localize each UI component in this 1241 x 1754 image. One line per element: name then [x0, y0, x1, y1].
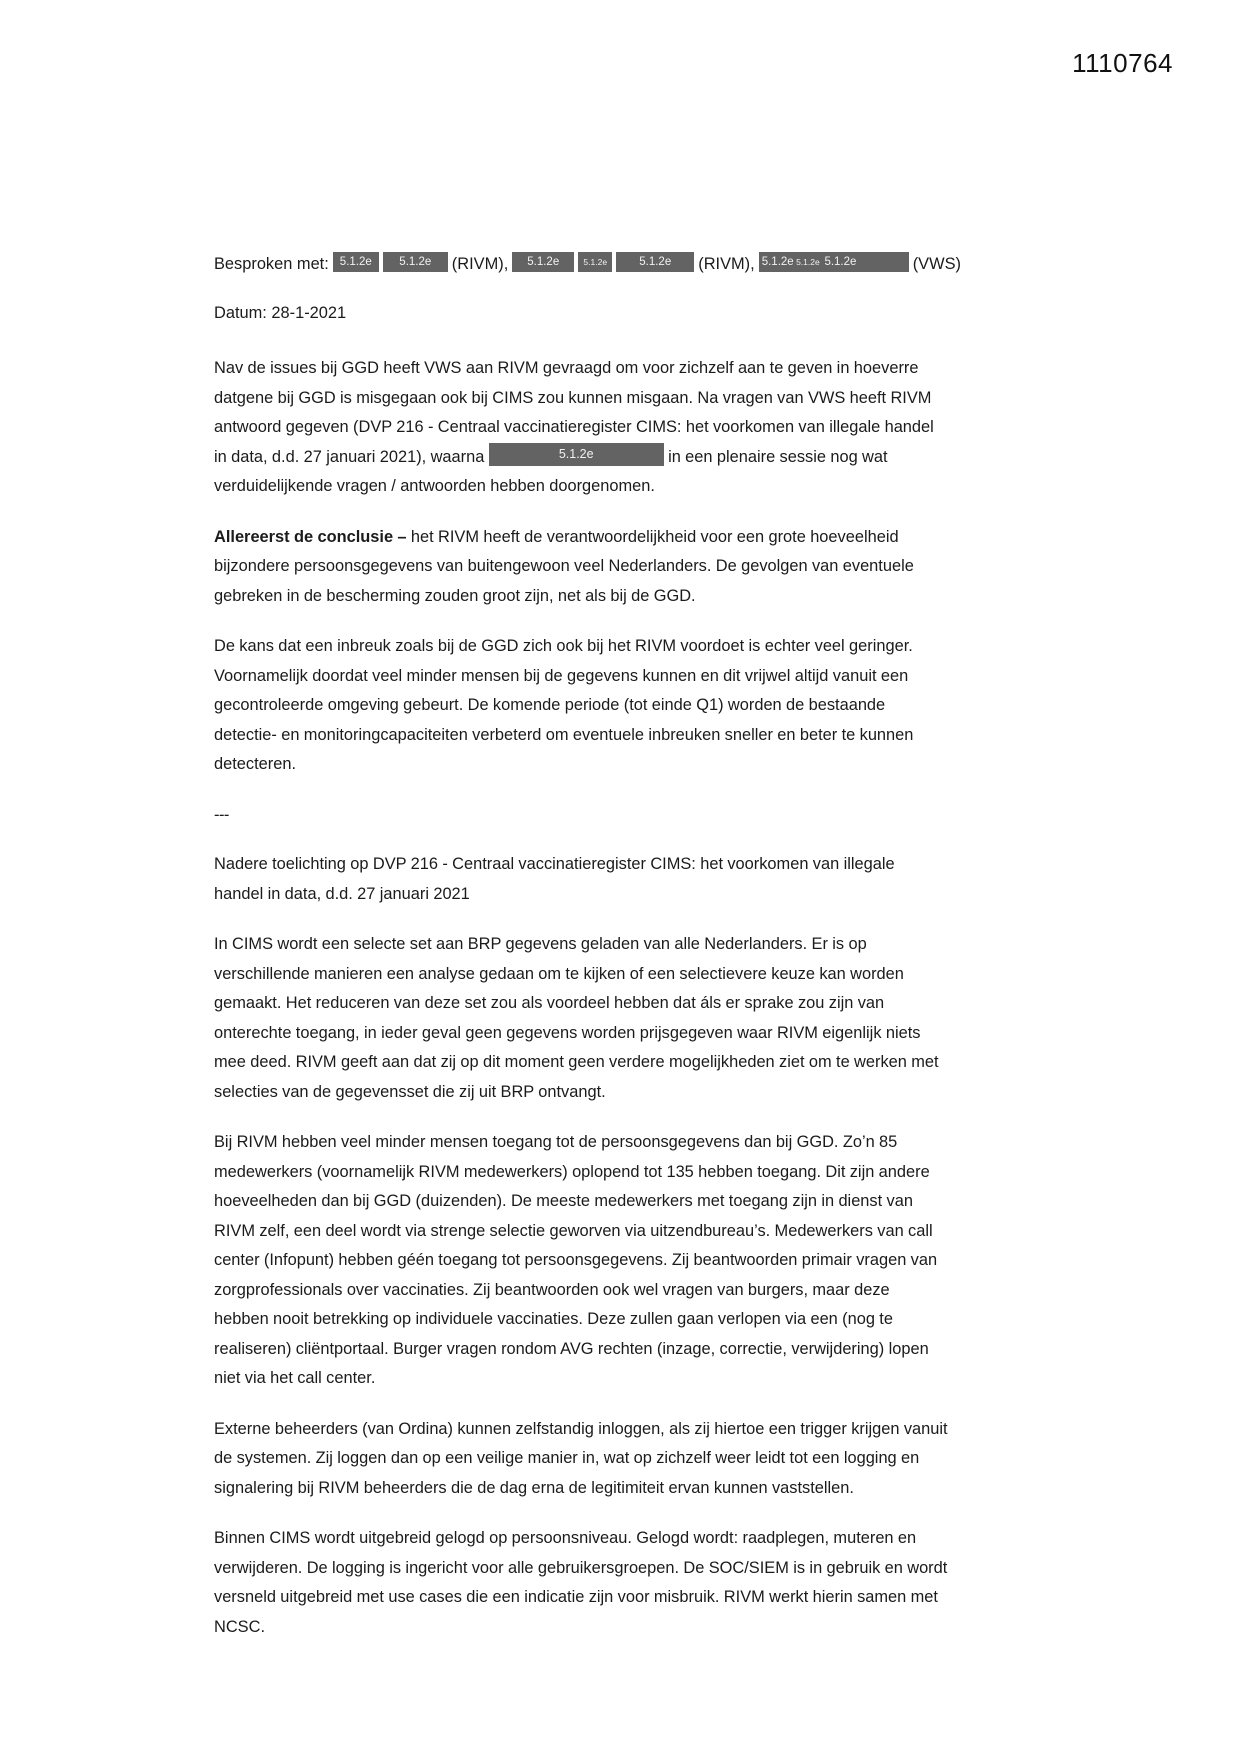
org-label-vws: (VWS): [912, 255, 961, 273]
redaction-box-6: [759, 252, 909, 272]
redaction-segment-6c: 5.1.2e: [824, 256, 857, 268]
date-line: Datum: 28-1-2021: [214, 303, 347, 322]
redaction-segment-6b: 5.1.2e: [796, 257, 820, 267]
paragraph-nadere-toelichting: Nadere toelichting op DVP 216 - Centraal vaccinatieregister CIMS: het voorkomen van illegale handel in data, d.d. 27 januari 2021: [214, 855, 895, 903]
besproken-met-label: Besproken met:: [214, 255, 329, 273]
paragraph-logging: Binnen CIMS wordt uitgebreid gelogd op persoonsniveau. Gelogd wordt: raadplegen, muteren en verwijderen. De logging is ingericht voor alle gebruikersgroepen. De SOC/SIEM is in gebruik en wordt versneld uitgebreid met use cases die een indicatie zijn voor misbruik. RIVM werkt hierin samen met NCSC.: [214, 1529, 948, 1636]
paragraph-cims-brp: In CIMS wordt een selecte set aan BRP gegevens geladen van alle Nederlanders. Er is op verschillende manieren een analyse gedaan om te kijken of een selectievere keuze kan worden gemaakt. Het reduceren van deze set zou als voordeel hebben dat áls er sprake zou zijn van onterechte toegang, in ieder geval geen gegevens worden prijsgegeven waar RIVM eigenlijk niets mee deed. RIVM geeft aan dat zij op dit moment geen verdere mogelijkheden ziet om te werken met selecties van de gegevensset die zij uit BRP ontvangt.: [214, 935, 939, 1101]
redaction-box-2: 5.1.2e: [383, 252, 448, 272]
paragraph-intro: [214, 354, 948, 502]
redaction-box-5: 5.1.2e: [616, 252, 694, 272]
org-label-rivm-1: (RIVM),: [451, 255, 509, 273]
redaction-box-inline: 5.1.2e: [489, 443, 664, 466]
conclusie-lead-in: Allereerst de conclusie –: [214, 527, 407, 546]
document-body: [214, 250, 961, 1663]
paragraph-intro-part2: in een plenaire sessie nog wat verduidelijkende vragen / antwoorden hebben doorgenomen.: [214, 447, 888, 495]
document-number: 1110764: [1072, 48, 1173, 78]
redaction-segment-6a: 5.1.2e: [761, 256, 794, 268]
paragraph-kans-inbreuk: De kans dat een inbreuk zoals bij de GGD zich ook bij het RIVM voordoet is echter veel geringer. Voornamelijk doordat veel minder mensen bij de gegevens kunnen en dit vrijwel altijd vanuit een gecontroleerde omgeving gebeurt. De komende periode (tot einde Q1) worden de bestaande detectie- en monitoringcapaciteiten verbeterd om eventuele inbreuken sneller en beter te kunnen detecteren.: [214, 637, 914, 773]
redaction-box-3: 5.1.2e: [512, 252, 574, 272]
section-separator: ---: [214, 805, 229, 824]
conclusie-text: het RIVM heeft de verantwoordelijkheid voor een grote hoeveelheid bijzondere persoonsgegevens van buitengewoon veel Nederlanders. De gevolgen van eventuele gebreken in de bescherming zouden groot zijn, net als bij de GGD.: [214, 527, 914, 605]
paragraph-conclusie: [214, 523, 948, 612]
paragraph-rivm-toegang: Bij RIVM hebben veel minder mensen toegang tot de persoonsgegevens dan bij GGD. Zo’n 85 medewerkers (voornamelijk RIVM medewerkers) oplopend tot 135 hebben toegang. Dit zijn andere hoeveelheden dan bij GGD (duizenden). De meeste medewerkers met toegang zijn in dienst van RIVM zelf, een deel wordt via strenge selectie geworven via uitzendbureau’s. Medewerkers van call center (Infopunt) hebben géén toegang tot persoonsgegevens. Zij beantwoorden primair vragen van zorgprofessionals over vaccinaties. Zij beantwoorden ook wel vragen van burgers, maar deze hebben nooit betrekking op individuele vaccinaties. Deze zullen gaan verlopen via een (nog te realiseren) cliëntportaal. Burger vragen rondom AVG rechten (inzage, correctie, verwijdering) lopen niet via het call center.: [214, 1133, 938, 1387]
redaction-box-4: 5.1.2e: [578, 252, 612, 272]
paragraph-intro-part1: Nav de issues bij GGD heeft VWS aan RIVM gevraagd om voor zichzelf aan te geven in hoeverre datgene bij GGD is misgegaan ook bij CIMS zou kunnen misgaan. Na vragen van VWS heeft RIVM antwoord gegeven (DVP 216 - Centraal vaccinatieregister CIMS: het voorkomen van illegale handel in data, d.d. 27 januari 2021), waarna: [214, 359, 934, 466]
paragraph-externe-beheerders: Externe beheerders (van Ordina) kunnen zelfstandig inloggen, als zij hiertoe een trigger krijgen vanuit de systemen. Zij loggen dan op een veilige manier in, wat op zichzelf weer leidt tot een logging en signalering bij RIVM beheerders die de dag erna de legitimiteit ervan kunnen vaststellen.: [214, 1419, 948, 1497]
org-label-rivm-2: (RIVM),: [698, 255, 755, 273]
redaction-box-1: 5.1.2e: [333, 252, 379, 272]
besproken-met-line: [214, 250, 961, 280]
